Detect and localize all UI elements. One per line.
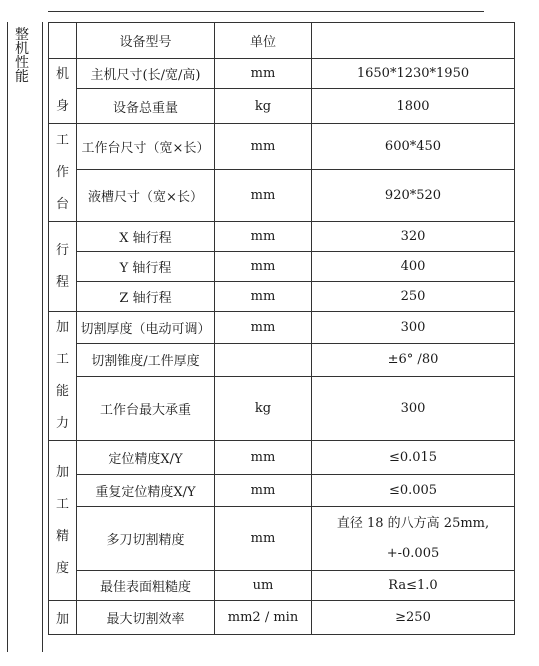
group-worktable: 工作台 xyxy=(49,124,77,222)
row-value: 320 xyxy=(312,222,515,252)
row-name: 液槽尺寸（宽×长） xyxy=(77,170,215,222)
row-value: 1800 xyxy=(312,89,515,124)
row-name: 最大切割效率 xyxy=(77,601,215,635)
row-value: ±6° /80 xyxy=(312,344,515,376)
table-row xyxy=(49,601,515,635)
row-unit: mm2 / min xyxy=(215,601,312,635)
row-value: ≥250 xyxy=(312,601,515,635)
row-value: 300 xyxy=(312,376,515,441)
table-row xyxy=(49,441,515,475)
group-body: 机身 xyxy=(49,59,77,124)
row-unit: mm xyxy=(215,170,312,222)
table-row xyxy=(49,170,515,222)
header-group-cell xyxy=(49,23,77,59)
row-value: 300 xyxy=(312,312,515,344)
row-unit: mm xyxy=(215,441,312,475)
row-name: 切割锥度/工件厚度 xyxy=(77,344,215,376)
row-name: 最佳表面粗糙度 xyxy=(77,571,215,601)
table-row xyxy=(49,344,515,376)
table-row xyxy=(49,507,515,571)
sidebar-frame xyxy=(7,22,43,652)
top-rule xyxy=(48,11,484,12)
row-name: Z 轴行程 xyxy=(77,282,215,312)
table-row xyxy=(49,571,515,601)
row-unit: mm xyxy=(215,124,312,170)
row-unit: mm xyxy=(215,59,312,89)
row-unit: mm xyxy=(215,282,312,312)
row-name: 工作台最大承重 xyxy=(77,376,215,441)
table-row xyxy=(49,59,515,89)
row-name: 主机尺寸(长/宽/高) xyxy=(77,59,215,89)
header-unit: 单位 xyxy=(215,23,312,59)
row-name: Y 轴行程 xyxy=(77,252,215,282)
row-name: 定位精度X/Y xyxy=(77,441,215,475)
row-value: 400 xyxy=(312,252,515,282)
row-unit: mm xyxy=(215,475,312,507)
group-precision: 加工精度 xyxy=(49,441,77,601)
table-row xyxy=(49,222,515,252)
row-name: 重复定位精度X/Y xyxy=(77,475,215,507)
row-value: ≤0.005 xyxy=(312,475,515,507)
row-unit xyxy=(215,344,312,376)
row-name: X 轴行程 xyxy=(77,222,215,252)
row-name: 切割厚度（电动可调） xyxy=(77,312,215,344)
row-value: 600*450 xyxy=(312,124,515,170)
table-row xyxy=(49,312,515,344)
row-unit: mm xyxy=(215,222,312,252)
header-row xyxy=(49,23,515,59)
table-row xyxy=(49,282,515,312)
row-value xyxy=(312,507,515,571)
row-unit: um xyxy=(215,571,312,601)
row-value-line: +-0.005 xyxy=(386,545,440,561)
group-travel: 行程 xyxy=(49,222,77,312)
row-value: ≤0.015 xyxy=(312,441,515,475)
row-value: 250 xyxy=(312,282,515,312)
header-model: 设备型号 xyxy=(77,23,215,59)
row-value: 920*520 xyxy=(312,170,515,222)
table-row xyxy=(49,252,515,282)
row-value: 1650*1230*1950 xyxy=(312,59,515,89)
row-unit: kg xyxy=(215,376,312,441)
group-capacity: 加工能力 xyxy=(49,312,77,441)
sidebar-label: 整机性能 xyxy=(15,27,29,85)
table-row xyxy=(49,376,515,441)
row-name: 工作台尺寸（宽×长） xyxy=(77,124,215,170)
row-value-line: 直径 18 的八方高 25mm, xyxy=(336,515,490,531)
row-name: 多刀切割精度 xyxy=(77,507,215,571)
group-last: 加 xyxy=(49,601,77,635)
table-row xyxy=(49,124,515,170)
row-unit: mm xyxy=(215,507,312,571)
row-unit: kg xyxy=(215,89,312,124)
row-unit: mm xyxy=(215,252,312,282)
table-row xyxy=(49,89,515,124)
header-value xyxy=(312,23,515,59)
row-name: 设备总重量 xyxy=(77,89,215,124)
row-unit: mm xyxy=(215,312,312,344)
spec-table xyxy=(48,22,515,635)
row-value: Ra≤1.0 xyxy=(312,571,515,601)
table-row xyxy=(49,475,515,507)
